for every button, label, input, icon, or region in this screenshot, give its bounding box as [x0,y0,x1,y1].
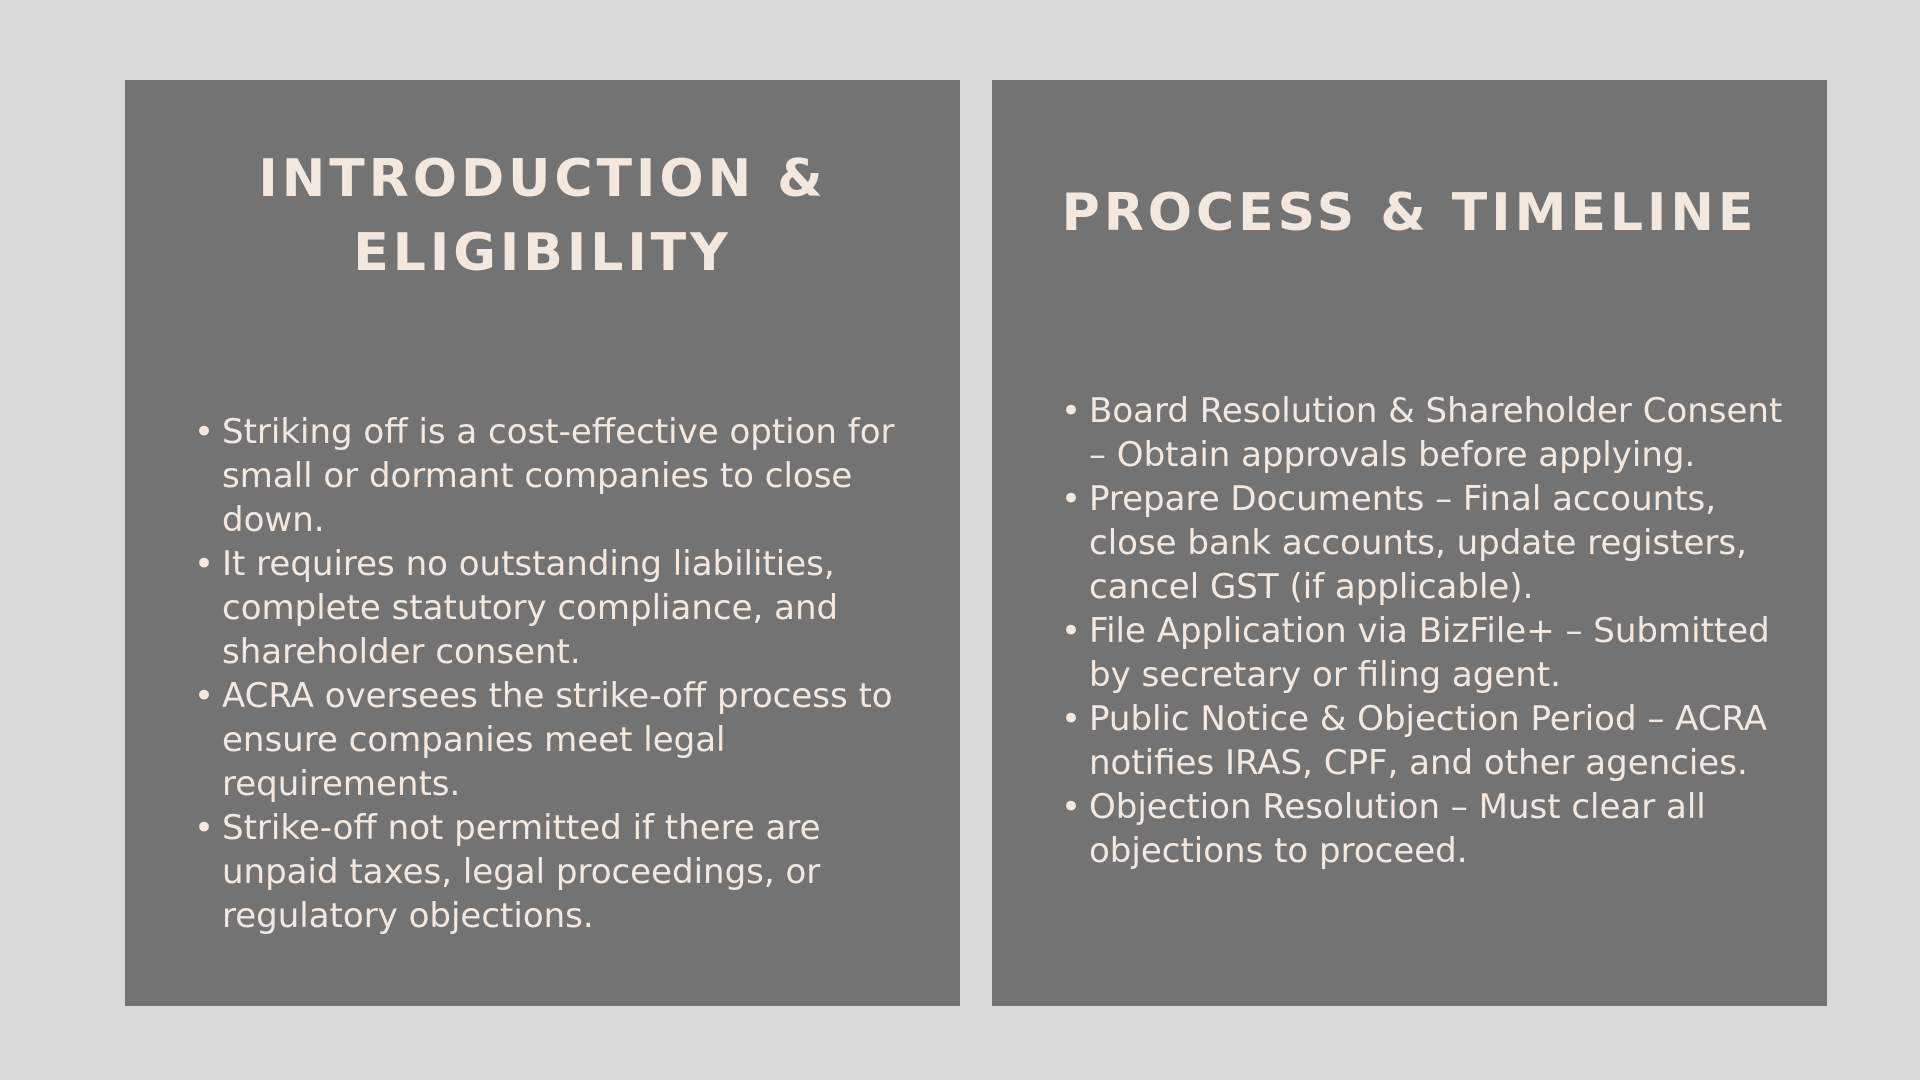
list-item [1061,697,1809,785]
bullet-icon: • [1061,699,1082,739]
bullet-icon: • [1061,479,1082,519]
bullet-icon: • [194,808,215,848]
introduction-eligibility-list [194,410,912,938]
bullet-icon: • [194,412,215,452]
list-item-text: Prepare Documents – Final accounts, close bank accounts, update registers, cancel GST (if applicable). [1089,479,1747,607]
list-item [1061,609,1809,697]
list-item-text: File Application via BizFile+ – Submitted by secretary or filing agent. [1089,611,1770,695]
list-item-text: Striking off is a cost-effective option for small or dormant companies to close down. [222,412,895,540]
list-item [194,410,912,542]
list-item-text: Objection Resolution – Must clear all objections to proceed. [1089,787,1706,871]
list-item-text: Public Notice & Objection Period – ACRA notifies IRAS, CPF, and other agencies. [1089,699,1768,783]
bullet-icon: • [194,676,215,716]
list-item [1061,785,1809,873]
process-timeline-title: PROCESS & TIMELINE [1061,183,1758,243]
list-item [194,674,912,806]
introduction-eligibility-panel [125,80,960,1006]
bullet-icon: • [194,544,215,584]
bullet-icon: • [1061,787,1082,827]
list-item-text: Board Resolution & Shareholder Consent – Obtain approvals before applying. [1089,391,1783,475]
list-item [194,542,912,674]
bullet-icon: • [1061,391,1082,431]
bullet-icon: • [1061,611,1082,651]
process-timeline-panel [992,80,1827,1006]
list-item-text: ACRA oversees the strike-off process to ensure companies meet legal requirements. [222,676,893,804]
list-item-text: It requires no outstanding liabilities, complete statutory compliance, and shareholder consent. [222,544,839,672]
introduction-eligibility-title: INTRODUCTION & ELIGIBILITY [258,149,827,283]
list-item [1061,389,1809,477]
process-timeline-list [1061,389,1809,873]
list-item-text: Strike-off not permitted if there are unpaid taxes, legal proceedings, or regulatory objections. [222,808,821,936]
list-item [1061,477,1809,609]
list-item [194,806,912,938]
